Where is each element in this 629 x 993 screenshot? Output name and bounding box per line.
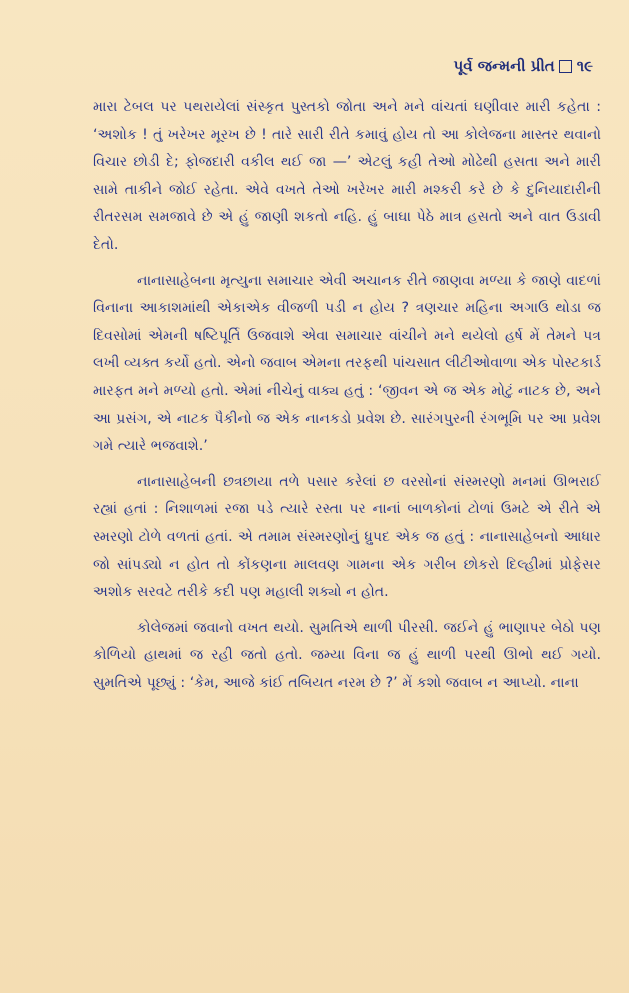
- separator-box-icon: [559, 60, 572, 73]
- paragraph-3: નાનાસાહેબની છત્રછાયા તળે પસાર કરેલાં છ વરસોનાં સંસ્મરણો મનમાં ઊભરાઈ રહ્યાં હતાં : નિશાળમાં રજા પડે ત્યારે રસ્તા પર નાનાં બાળકોનાં ટોળાં ઉમટે એ રીતે એ સ્મરણો ટોળે વળતાં હતાં. એ તમામ સંસ્મરણોનું ધ્રુપદ એક જ હતું : નાનાસાહેબનો આધાર જો સાંપડ્યો ન હોત તો કોંકણના માલવણ ગામના એક ગરીબ છોકરો દિલ્હીમાં પ્રોફેસર અશોક સરવટે તરીકે કદી પણ મહાલી શક્યો ન હોત.: [93, 473, 601, 601]
- running-header: [454, 57, 594, 75]
- paragraph-4: કોલેજમાં જવાનો વખત થયો. સુમતિએ થાળી પીરસી. જઈને હું ભાણાપર બેઠો પણ કોળિયો હાથમાં જ રહી જતો હતો. જમ્યા વિના જ હું થાળી પરથી ઊભો થઈ ગયો. સુમતિએ પૂછ્યું : ‘કેમ, આજે કાંઈ તબિયત નરમ છે ?’ મેં કશો જવાબ ન આપ્યો. નાના: [93, 619, 601, 691]
- paragraph-2: નાનાસાહેબના મૃત્યુના સમાચાર એવી અચાનક રીતે જાણવા મળ્યા કે જાણે વાદળાં વિનાના આકાશમાંથી એકાએક વીજળી પડી ન હોય ? ત્રણચાર મહિના અગાઉ થોડા જ દિવસોમાં એમની ષષ્ટિપૂર્તિ ઉજવાશે એવા સમાચાર વાંચીને મને થયેલો હર્ષ મેં તેમને પત્ર લખી વ્યક્ત કર્યો હતો. એનો જવાબ એમના તરફથી પાંચસાત લીટીઓવાળા એક પોસ્ટકાર્ડ મારફત મને મળ્યો હતો. એમાં નીચેનું વાક્ય હતું : ‘જીવન એ જ એક મોટું નાટક છે, અને આ પ્રસંગ, એ નાટક પૈકીનો જ એક નાનકડો પ્રવેશ છે. સારંગપુરની રંગભૂમિ પર આ પ્રવેશ ગમે ત્યારે ભજવાશે.’: [93, 272, 601, 455]
- running-title: પૂર્વ જન્મની પ્રીત: [453, 57, 555, 75]
- page-number: ૧૯: [576, 57, 593, 75]
- body-text: [93, 94, 601, 705]
- paragraph-1: મારા ટેબલ પર પથરાયેલાં સંસ્કૃત પુસ્તકો જોતા અને મને વાંચતાં ઘણીવાર મારી કહેતા : ‘અશોક ! તું ખરેખર મૂરખ છે ! તારે સારી રીતે કમાવું હોય તો આ કોલેજના માસ્તર થવાનો વિચાર છોડી દે; ફોજદારી વકીલ થઈ જા —’ એટલું કહી તેઓ મોઢેથી હસતા અને મારી સામે તાકીને જોઈ રહેતા. એવે વખતે તેઓ ખરેખર મારી મશ્કરી કરે છે કે દુનિયાદારીની રીતરસમ સમજાવે છે એ હું જાણી શકતો નહિ. હું બાઘા પેઠે માત્ર હસતો અને વાત ઉડાવી દેતો.: [93, 99, 601, 253]
